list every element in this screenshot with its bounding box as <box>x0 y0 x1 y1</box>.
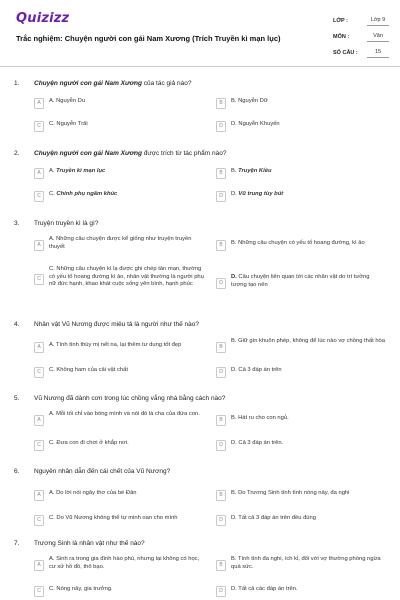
question-text: Nguyên nhân dẫn đến cái chết của Vũ Nương? <box>34 468 171 475</box>
meta-label: SỐ CÂU : <box>333 50 358 56</box>
option-a[interactable] <box>34 556 204 571</box>
option-b[interactable] <box>216 415 386 426</box>
option-letter-box: B <box>216 342 226 353</box>
option-prefix: B. <box>231 168 239 174</box>
option-letter-box: A <box>34 490 44 501</box>
meta-value: 15 <box>367 48 389 58</box>
question-5 <box>0 395 400 448</box>
option-a[interactable] <box>34 236 204 251</box>
question-text <box>34 80 191 87</box>
option-a[interactable] <box>34 168 204 179</box>
option-b[interactable] <box>216 338 386 353</box>
option-c[interactable] <box>34 440 204 451</box>
option-text: D. Cả 3 đáp án trên. <box>231 440 284 446</box>
option-letter-box: D <box>216 278 226 289</box>
option-text: D. Tất cả 3 đáp án trên đều đúng <box>231 515 316 521</box>
question-text-rest: của tác giả nào? <box>141 80 192 87</box>
question-text: Truyện truyền kì là gì? <box>34 220 99 227</box>
quizizz-logo: Quizizz <box>16 11 70 26</box>
question-text: Vũ Nương đã dành cơn trong lúc chồng vắng nhà bằng cách nào? <box>34 395 226 402</box>
option-text: C. Đưa con đi chơi ở khắp nơi. <box>49 440 129 446</box>
option-letter-box: B <box>216 240 226 251</box>
question-text-emphasis: Chuyện người con gái Nam Xương <box>34 80 142 87</box>
question-number: 5. <box>14 395 20 402</box>
option-letter-box: C <box>34 274 44 285</box>
option-letter-box: A <box>34 415 44 426</box>
option-letter-box: D <box>216 586 226 597</box>
option-b[interactable] <box>216 168 386 179</box>
question-number: 7. <box>14 540 20 547</box>
meta-row-subject <box>333 29 389 45</box>
question-number: 6. <box>14 468 20 475</box>
option-text: A. Mỗi tối chỉ vào bóng mình và nói đó là cha của đứa con. <box>49 411 200 417</box>
option-letter-box: D <box>216 121 226 132</box>
option-letter-box: D <box>216 191 226 202</box>
option-d[interactable] <box>216 191 386 202</box>
option-letter-box: C <box>34 440 44 451</box>
option-text: C. Nguyễn Trãi <box>49 121 88 127</box>
worksheet-header <box>0 0 400 64</box>
option-text: B. Những câu chuyện có yếu tố hoang đường, kì ảo <box>231 240 365 246</box>
option-text: D. Nguyễn Khuyến <box>231 121 280 127</box>
option-letter-box: A <box>34 240 44 251</box>
option-c[interactable] <box>34 266 204 289</box>
question-7 <box>0 540 400 594</box>
option-text <box>231 191 283 199</box>
option-prefix: D. <box>231 274 239 280</box>
option-b[interactable] <box>216 556 386 571</box>
option-title: Truyện Kiều <box>238 168 272 174</box>
meta-value: Văn <box>367 32 389 42</box>
option-text: B. Do Trương Sinh tính tình nóng nảy, đa nghi <box>231 490 350 496</box>
meta-label: MÔN : <box>333 34 350 40</box>
option-text <box>231 274 386 289</box>
question-number: 4. <box>14 321 20 328</box>
option-text: D. Tất cả các đáp án trên. <box>231 586 298 592</box>
option-text <box>49 168 105 176</box>
option-title: Vũ trung tùy bút <box>238 191 284 197</box>
option-d[interactable] <box>216 515 386 526</box>
option-d[interactable] <box>216 121 386 132</box>
option-text: D. Cả 3 đáp án trên <box>231 367 282 373</box>
option-letter-box: C <box>34 586 44 597</box>
meta-row-count <box>333 45 389 61</box>
meta-row-class <box>333 13 389 29</box>
option-title: Truyền kì mạn lục <box>56 168 106 174</box>
option-title: Câu chuyện liên quan tới các nhân vật do trí tưởng tượng tạo nên <box>231 274 370 288</box>
option-letter-box: D <box>216 440 226 451</box>
option-text: C. Không ham của cải vật chất <box>49 367 128 373</box>
option-title: Chinh phụ ngâm khúc <box>56 191 118 197</box>
option-text: C. Những câu chuyện kì lạ được ghi chép tản mạn, thường có yếu tố hoang đường kì ảo, nhân vật thường là người phụ nữ đức hạnh, khao khát cuộc sống yên bình, hạnh phúc <box>49 266 204 287</box>
option-prefix: D. <box>231 191 239 197</box>
option-text: A. Những câu chuyện được kể giống như truyện truyền thuyết <box>49 236 192 250</box>
option-text: C. Do Vũ Nương không thể tự minh oan cho mình <box>49 515 178 521</box>
option-letter-box: D <box>216 367 226 378</box>
option-text: A. Do lời nói ngây thơ của bé Đản <box>49 490 137 496</box>
option-a[interactable] <box>34 342 204 353</box>
option-letter-box: B <box>216 168 226 179</box>
option-text <box>231 168 272 176</box>
question-text: Nhân vật Vũ Nương được miêu tả là người như thế nào? <box>34 321 199 328</box>
option-a[interactable] <box>34 490 204 501</box>
option-text: B. Giữ gìn khuôn phép, không để lúc nào vợ chồng thất hòa <box>231 338 385 344</box>
question-number: 3. <box>14 220 20 227</box>
header-divider <box>0 66 400 67</box>
option-a[interactable] <box>34 411 204 426</box>
option-b[interactable] <box>216 98 386 109</box>
question-number: 2. <box>14 150 20 157</box>
meta-label: LỚP : <box>333 18 348 24</box>
option-d[interactable] <box>216 586 386 597</box>
option-letter-box: B <box>216 415 226 426</box>
option-prefix: C. <box>49 191 57 197</box>
question-number: 1. <box>14 80 20 87</box>
option-text: A. Sinh ra trong gia đình hào phú, nhưng lại không có học, cư xử hồ đồ, thô bạo. <box>49 556 200 570</box>
option-c[interactable] <box>34 121 204 132</box>
option-letter-box: C <box>34 121 44 132</box>
option-letter-box: C <box>34 191 44 202</box>
option-b[interactable] <box>216 240 386 251</box>
option-letter-box: A <box>34 560 44 571</box>
page-title: Trắc nghiệm: Chuyện người con gái Nam Xương (Trích Truyền kì mạn lục) <box>16 34 281 43</box>
question-text: Trương Sinh là nhân vật như thế nào? <box>34 540 145 547</box>
option-letter-box: A <box>34 98 44 109</box>
option-letter-box: C <box>34 367 44 378</box>
question-text-rest: được trích từ tác phẩm nào? <box>141 150 227 157</box>
option-letter-box: B <box>216 490 226 501</box>
option-b[interactable] <box>216 490 386 501</box>
question-text <box>34 150 226 157</box>
question-1 <box>0 80 400 129</box>
question-6 <box>0 468 400 523</box>
option-d[interactable] <box>216 274 386 289</box>
option-d[interactable] <box>216 440 386 451</box>
option-c[interactable] <box>34 515 204 526</box>
option-text: B. Hát ru cho con ngủ. <box>231 415 289 421</box>
meta-value: Lớp 9 <box>367 16 389 26</box>
option-prefix: A. <box>49 168 57 174</box>
option-a[interactable] <box>34 98 204 109</box>
option-d[interactable] <box>216 367 386 378</box>
option-letter-box: A <box>34 342 44 353</box>
meta-panel <box>333 13 389 61</box>
question-3 <box>0 220 400 288</box>
option-letter-box: A <box>34 168 44 179</box>
option-letter-box: B <box>216 560 226 571</box>
option-letter-box: C <box>34 515 44 526</box>
option-c[interactable] <box>34 367 204 378</box>
option-text: C. Nóng nảy, gia trưởng. <box>49 586 113 592</box>
question-2 <box>0 150 400 199</box>
option-text: B. Tính tình đa nghi, ích kỉ, đối với vợ thường phòng ngừa quá sức. <box>231 556 381 570</box>
option-c[interactable] <box>34 191 204 202</box>
question-text-emphasis: Chuyện người con gái Nam Xương <box>34 150 142 157</box>
option-letter-box: B <box>216 98 226 109</box>
option-text: B. Nguyễn Dữ <box>231 98 268 104</box>
option-letter-box: D <box>216 515 226 526</box>
option-text: A. Nguyễn Du <box>49 98 86 104</box>
option-text <box>49 191 117 199</box>
option-c[interactable] <box>34 586 204 597</box>
option-text: A. Tính tình thùy mị nết na, lại thêm tư dung tốt đẹp <box>49 342 182 348</box>
question-4 <box>0 321 400 375</box>
